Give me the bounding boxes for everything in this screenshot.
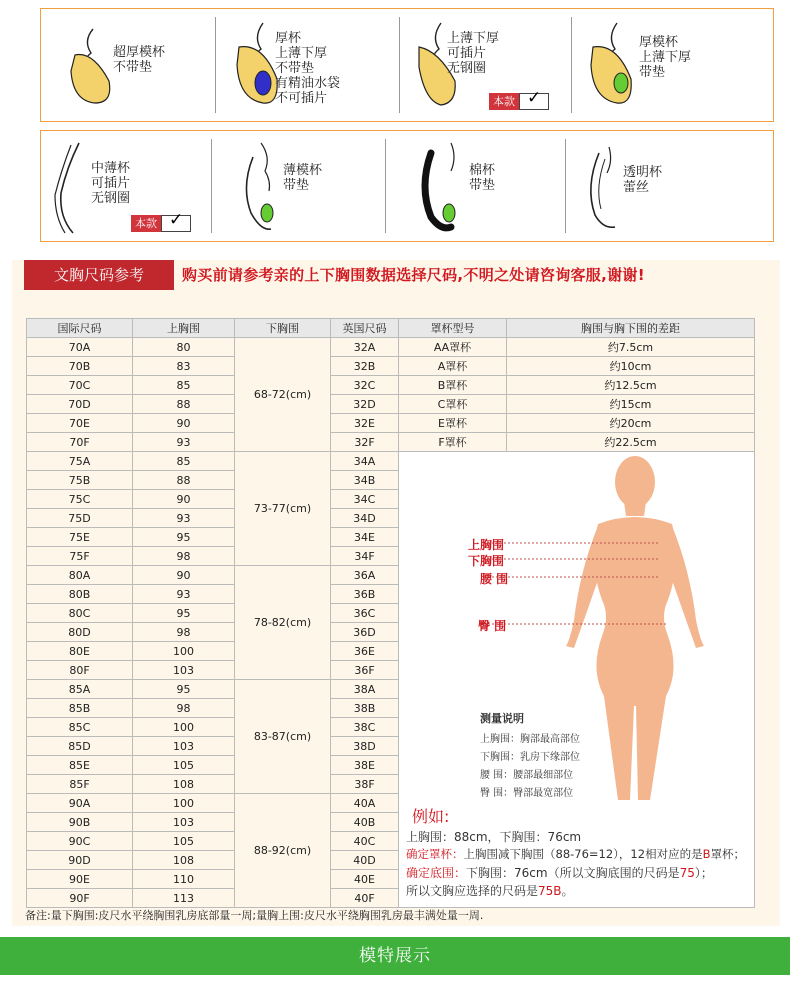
uk-size-cell: 38C xyxy=(331,718,399,737)
example-text: 罩杯； xyxy=(710,847,745,861)
mid-thin-cup-icon xyxy=(43,137,93,237)
intl-size-cell: 85D xyxy=(27,737,133,756)
cup-type-cell: E罩杯 xyxy=(399,414,507,433)
badge-label: 本款 xyxy=(131,215,161,232)
upper-bust-cell: 90 xyxy=(133,566,235,585)
intl-size-cell: 75A xyxy=(27,452,133,471)
cup-type-mid-thin xyxy=(41,131,211,241)
example-highlight: B xyxy=(702,847,711,861)
example-text: 下胸围：76cm（所以文胸底围的尺码是 xyxy=(466,866,680,880)
example-highlight: 75B xyxy=(538,884,562,898)
uk-size-cell: 32B xyxy=(331,357,399,376)
measure-note: 腰 围：腰部最细部位 xyxy=(480,770,574,781)
uk-size-cell: 36A xyxy=(331,566,399,585)
label-hip: 臀 围 xyxy=(478,619,507,633)
uk-size-cell: 36F xyxy=(331,661,399,680)
upper-bust-cell: 85 xyxy=(133,376,235,395)
upper-bust-cell: 105 xyxy=(133,832,235,851)
cup-diff-cell: 约22.5cm xyxy=(507,433,755,452)
uk-size-cell: 34A xyxy=(331,452,399,471)
example-label: 确定底围： xyxy=(406,866,467,880)
size-chart-notice: 购买前请参考亲的上下胸围数据选择尺码,不明之处请咨询客服,谢谢! xyxy=(182,266,645,284)
cup-label-line: 带垫 xyxy=(469,178,496,193)
upper-bust-cell: 83 xyxy=(133,357,235,376)
measure-note: 上胸围：胸部最高部位 xyxy=(480,734,580,745)
cup-diff-cell: 约20cm xyxy=(507,414,755,433)
transparent-cup-icon xyxy=(575,137,625,237)
table-row xyxy=(27,376,755,395)
intl-size-cell: 70A xyxy=(27,338,133,357)
intl-size-cell: 85F xyxy=(27,775,133,794)
intl-size-cell: 85B xyxy=(27,699,133,718)
upper-bust-cell: 103 xyxy=(133,813,235,832)
upper-bust-cell: 80 xyxy=(133,338,235,357)
measure-note: 下胸围：乳房下缘部位 xyxy=(480,752,580,763)
intl-size-cell: 75C xyxy=(27,490,133,509)
badge-label: 本款 xyxy=(489,93,519,110)
footnote: 备注:量下胸围:皮尺水平绕胸围乳房底部量一周;量胸上围:皮尺水平绕胸围乳房最丰满处量一周. xyxy=(25,909,484,922)
cup-type-cell: B罩杯 xyxy=(399,376,507,395)
cup-label-line: 上薄下厚 xyxy=(639,50,692,65)
divider xyxy=(399,17,400,113)
upper-bust-cell: 100 xyxy=(133,794,235,813)
upper-bust-cell: 88 xyxy=(133,471,235,490)
example-line-1: 上胸围：88cm，下胸围：76cm xyxy=(406,830,582,844)
uk-size-cell: 32F xyxy=(331,433,399,452)
example-line-2 xyxy=(406,846,745,862)
uk-size-cell: 32A xyxy=(331,338,399,357)
cup-type-panel-top xyxy=(40,8,774,122)
upper-bust-cell: 103 xyxy=(133,737,235,756)
upper-bust-cell: 95 xyxy=(133,528,235,547)
cup-diff-cell: 约15cm xyxy=(507,395,755,414)
divider xyxy=(215,17,216,113)
cup-type-thin-mold xyxy=(213,131,385,241)
table-header-cell: 下胸围 xyxy=(235,319,331,338)
cup-type-cell: A罩杯 xyxy=(399,357,507,376)
uk-size-cell: 38A xyxy=(331,680,399,699)
intl-size-cell: 80A xyxy=(27,566,133,585)
table-row xyxy=(27,395,755,414)
cotton-cup-icon xyxy=(411,137,471,237)
cup-label-line: 无钢圈 xyxy=(447,61,487,76)
measure-title: 测量说明 xyxy=(480,712,524,725)
cup-label-line: 薄模杯 xyxy=(283,163,323,178)
cup-type-ultra-thick xyxy=(41,9,221,121)
uk-size-cell: 38B xyxy=(331,699,399,718)
cup-label-line: 蕾丝 xyxy=(623,180,650,195)
measurement-figure xyxy=(400,450,756,906)
upper-bust-cell: 108 xyxy=(133,775,235,794)
under-bust-cell: 78-82(cm) xyxy=(235,566,331,680)
intl-size-cell: 70B xyxy=(27,357,133,376)
intl-size-cell: 80B xyxy=(27,585,133,604)
table-row xyxy=(27,433,755,452)
upper-bust-cell: 98 xyxy=(133,623,235,642)
cup-label-line: 厚杯 xyxy=(275,31,302,46)
under-bust-cell: 83-87(cm) xyxy=(235,680,331,794)
cup-type-cotton xyxy=(387,131,563,241)
upper-bust-cell: 98 xyxy=(133,547,235,566)
cup-label-line: 透明杯 xyxy=(623,165,663,180)
cup-label-line: 无钢圈 xyxy=(91,191,131,206)
cup-label-line: 上薄下厚 xyxy=(447,31,500,46)
measure-lines xyxy=(400,450,756,650)
upper-bust-cell: 98 xyxy=(133,699,235,718)
table-row xyxy=(27,414,755,433)
intl-size-cell: 85C xyxy=(27,718,133,737)
upper-bust-cell: 100 xyxy=(133,718,235,737)
intl-size-cell: 80F xyxy=(27,661,133,680)
intl-size-cell: 75E xyxy=(27,528,133,547)
upper-bust-cell: 95 xyxy=(133,604,235,623)
uk-size-cell: 38D xyxy=(331,737,399,756)
example-line-3 xyxy=(406,864,713,881)
cup-label-line: 超厚模杯 xyxy=(113,45,166,60)
uk-size-cell: 40F xyxy=(331,889,399,908)
example-text: 所以文胸应选择的尺码是 xyxy=(406,884,539,898)
table-row xyxy=(27,338,755,357)
intl-size-cell: 90D xyxy=(27,851,133,870)
under-bust-cell: 68-72(cm) xyxy=(235,338,331,452)
uk-size-cell: 34C xyxy=(331,490,399,509)
example-text: 。 xyxy=(561,884,574,898)
label-under-bust: 下胸围 xyxy=(468,554,505,568)
upper-bust-cell: 95 xyxy=(133,680,235,699)
uk-size-cell: 36E xyxy=(331,642,399,661)
example-highlight: 75 xyxy=(679,866,695,880)
uk-size-cell: 40C xyxy=(331,832,399,851)
example-text: ）； xyxy=(694,866,713,880)
upper-bust-cell: 108 xyxy=(133,851,235,870)
cup-type-cell: AA罩杯 xyxy=(399,338,507,357)
intl-size-cell: 80D xyxy=(27,623,133,642)
thick-mold-cup-icon xyxy=(577,17,647,112)
thin-mold-cup-icon xyxy=(231,137,291,237)
upper-bust-cell: 85 xyxy=(133,452,235,471)
table-header-cell: 上胸围 xyxy=(133,319,235,338)
cup-label-line: 有精油水袋 xyxy=(275,76,341,91)
intl-size-cell: 70C xyxy=(27,376,133,395)
table-header-cell: 罩杯型号 xyxy=(399,319,507,338)
uk-size-cell: 40D xyxy=(331,851,399,870)
cup-type-panel-bottom xyxy=(40,130,774,242)
label-upper-bust: 上胸围 xyxy=(468,538,505,552)
intl-size-cell: 90B xyxy=(27,813,133,832)
uk-size-cell: 40B xyxy=(331,813,399,832)
divider xyxy=(565,139,566,233)
upper-bust-cell: 110 xyxy=(133,870,235,889)
this-style-badge xyxy=(489,88,549,110)
cup-type-upper-thin xyxy=(401,9,571,121)
uk-size-cell: 40E xyxy=(331,870,399,889)
cup-type-cell: C罩杯 xyxy=(399,395,507,414)
table-header-cell: 国际尺码 xyxy=(27,319,133,338)
cup-type-transparent xyxy=(567,131,773,241)
cup-label-line: 不带垫 xyxy=(113,60,153,75)
table-header-cell: 胸围与胸下围的差距 xyxy=(507,319,755,338)
uk-size-cell: 34D xyxy=(331,509,399,528)
table-header-row xyxy=(27,319,755,338)
intl-size-cell: 90F xyxy=(27,889,133,908)
intl-size-cell: 70E xyxy=(27,414,133,433)
uk-size-cell: 36C xyxy=(331,604,399,623)
cup-diff-cell: 约7.5cm xyxy=(507,338,755,357)
uk-size-cell: 32C xyxy=(331,376,399,395)
uk-size-cell: 40A xyxy=(331,794,399,813)
intl-size-cell: 90A xyxy=(27,794,133,813)
uk-size-cell: 34E xyxy=(331,528,399,547)
upper-bust-cell: 103 xyxy=(133,661,235,680)
uk-size-cell: 32D xyxy=(331,395,399,414)
size-chart-title: 文胸尺码参考 xyxy=(24,260,174,290)
intl-size-cell: 90C xyxy=(27,832,133,851)
intl-size-cell: 75F xyxy=(27,547,133,566)
cup-label-line: 带垫 xyxy=(639,65,666,80)
cup-label-line: 棉杯 xyxy=(469,163,496,178)
example-line-4 xyxy=(406,882,574,899)
example-text: 上胸围减下胸围（88-76=12），12相对应的是 xyxy=(463,847,703,861)
under-bust-cell: 73-77(cm) xyxy=(235,452,331,566)
cup-diff-cell: 约12.5cm xyxy=(507,376,755,395)
cup-label-line: 可插片 xyxy=(447,46,487,61)
intl-size-cell: 80C xyxy=(27,604,133,623)
measure-note: 臀 围：臀部最宽部位 xyxy=(480,788,574,799)
upper-bust-cell: 93 xyxy=(133,585,235,604)
cup-label-line: 不带垫 xyxy=(275,61,315,76)
example-label: 确定罩杯： xyxy=(406,847,464,861)
uk-size-cell: 36D xyxy=(331,623,399,642)
upper-bust-cell: 113 xyxy=(133,889,235,908)
model-showcase-button[interactable]: 模特展示 xyxy=(0,937,790,975)
table-header-cell: 英国尺码 xyxy=(331,319,399,338)
uk-size-cell: 38E xyxy=(331,756,399,775)
upper-bust-cell: 90 xyxy=(133,414,235,433)
divider xyxy=(385,139,386,233)
upper-bust-cell: 88 xyxy=(133,395,235,414)
upper-bust-cell: 93 xyxy=(133,433,235,452)
intl-size-cell: 80E xyxy=(27,642,133,661)
upper-bust-cell: 90 xyxy=(133,490,235,509)
upper-bust-cell: 93 xyxy=(133,509,235,528)
cup-type-cell: F罩杯 xyxy=(399,433,507,452)
uk-size-cell: 36B xyxy=(331,585,399,604)
upper-bust-cell: 105 xyxy=(133,756,235,775)
intl-size-cell: 75D xyxy=(27,509,133,528)
intl-size-cell: 85E xyxy=(27,756,133,775)
uk-size-cell: 38F xyxy=(331,775,399,794)
cup-label-line: 带垫 xyxy=(283,178,310,193)
intl-size-cell: 70D xyxy=(27,395,133,414)
uk-size-cell: 34F xyxy=(331,547,399,566)
cup-label-line: 中薄杯 xyxy=(91,161,131,176)
uk-size-cell: 34B xyxy=(331,471,399,490)
this-style-badge xyxy=(131,210,191,232)
divider xyxy=(571,17,572,113)
under-bust-cell: 88-92(cm) xyxy=(235,794,331,908)
cup-label-line: 不可插片 xyxy=(275,91,328,106)
cup-type-thick-oil xyxy=(217,9,399,121)
intl-size-cell: 75B xyxy=(27,471,133,490)
intl-size-cell: 85A xyxy=(27,680,133,699)
divider xyxy=(211,139,212,233)
cup-type-thick-mold xyxy=(573,9,773,121)
cup-label-line: 可插片 xyxy=(91,176,131,191)
cup-label-line: 厚模杯 xyxy=(639,35,679,50)
intl-size-cell: 90E xyxy=(27,870,133,889)
upper-bust-cell: 100 xyxy=(133,642,235,661)
check-icon: ✓ xyxy=(519,93,549,110)
label-waist: 腰 围 xyxy=(480,572,509,586)
table-row xyxy=(27,357,755,376)
cup-diff-cell: 约10cm xyxy=(507,357,755,376)
check-icon: ✓ xyxy=(161,215,191,232)
example-title: 例如: xyxy=(412,807,450,826)
intl-size-cell: 70F xyxy=(27,433,133,452)
cup-label-line: 上薄下厚 xyxy=(275,46,328,61)
uk-size-cell: 32E xyxy=(331,414,399,433)
